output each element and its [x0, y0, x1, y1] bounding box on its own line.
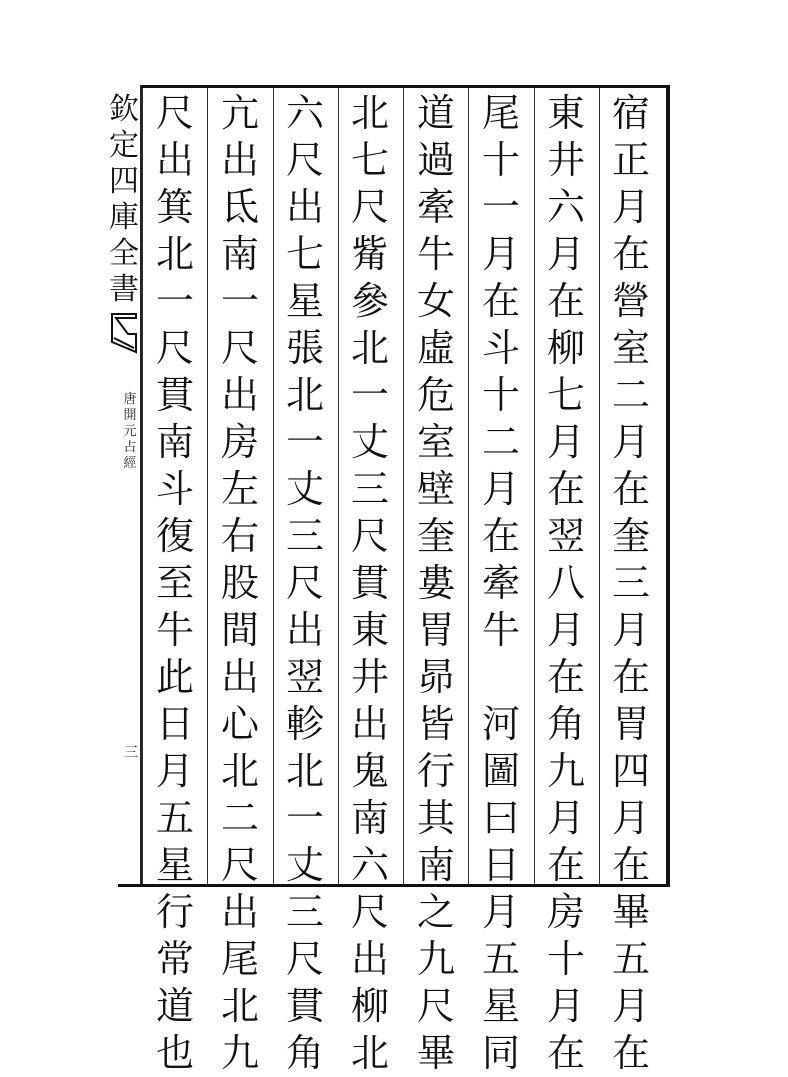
column-rule [534, 88, 535, 884]
frame-bottom-border [118, 884, 670, 887]
text-column-3: 尾 十 一 月 在 斗 十 二 月 在 牽 牛 河 圖 曰 日 月 五 星 同 [481, 91, 520, 1075]
text-column-6: 六 尺 出 七 星 張 北 一 丈 三 尺 出 翌 軫 北 一 丈 三 尺 貫 角 [285, 91, 324, 1075]
text-column-7: 亢 出 氐 南 一 尺 出 房 左 右 股 間 出 心 北 二 尺 出 尾 北 九 [220, 91, 259, 1075]
column-rule [338, 88, 339, 884]
column-rule [468, 88, 469, 884]
page-number: 三 [124, 745, 138, 761]
text-column-1: 宿 正 月 在 營 室 二 月 在 奎 三 月 在 胃 四 月 在 畢 五 月 在 [611, 91, 650, 1075]
text-column-4: 道 過 牽 牛 女 虛 危 室 壁 奎 婁 胃 昴 皆 行 其 南 之 九 尺 畢 [416, 91, 455, 1075]
collection-title: 欽 定 四 庫 全 書 [109, 92, 139, 307]
text-column-2: 東 井 六 月 在 柳 七 月 在 翌 八 月 在 角 九 月 在 房 十 月 在 [546, 91, 585, 1075]
column-rule [142, 88, 143, 884]
column-rule [273, 88, 274, 884]
fish-tail-ornament [110, 312, 138, 356]
column-rule [207, 88, 208, 884]
frame-top-border [140, 85, 670, 88]
text-column-8: 尺 出 箕 北 一 尺 貫 南 斗 復 至 牛 此 日 月 五 星 行 常 道 也 [155, 91, 194, 1075]
frame-right-border [666, 88, 670, 886]
text-column-5: 北 七 尺 觜 參 北 一 丈 三 尺 貫 東 井 出 鬼 南 六 尺 出 柳 北 [350, 91, 389, 1075]
column-rule [599, 88, 600, 884]
column-rule [403, 88, 404, 884]
book-title: 唐 開 元 占 經 [123, 392, 137, 471]
